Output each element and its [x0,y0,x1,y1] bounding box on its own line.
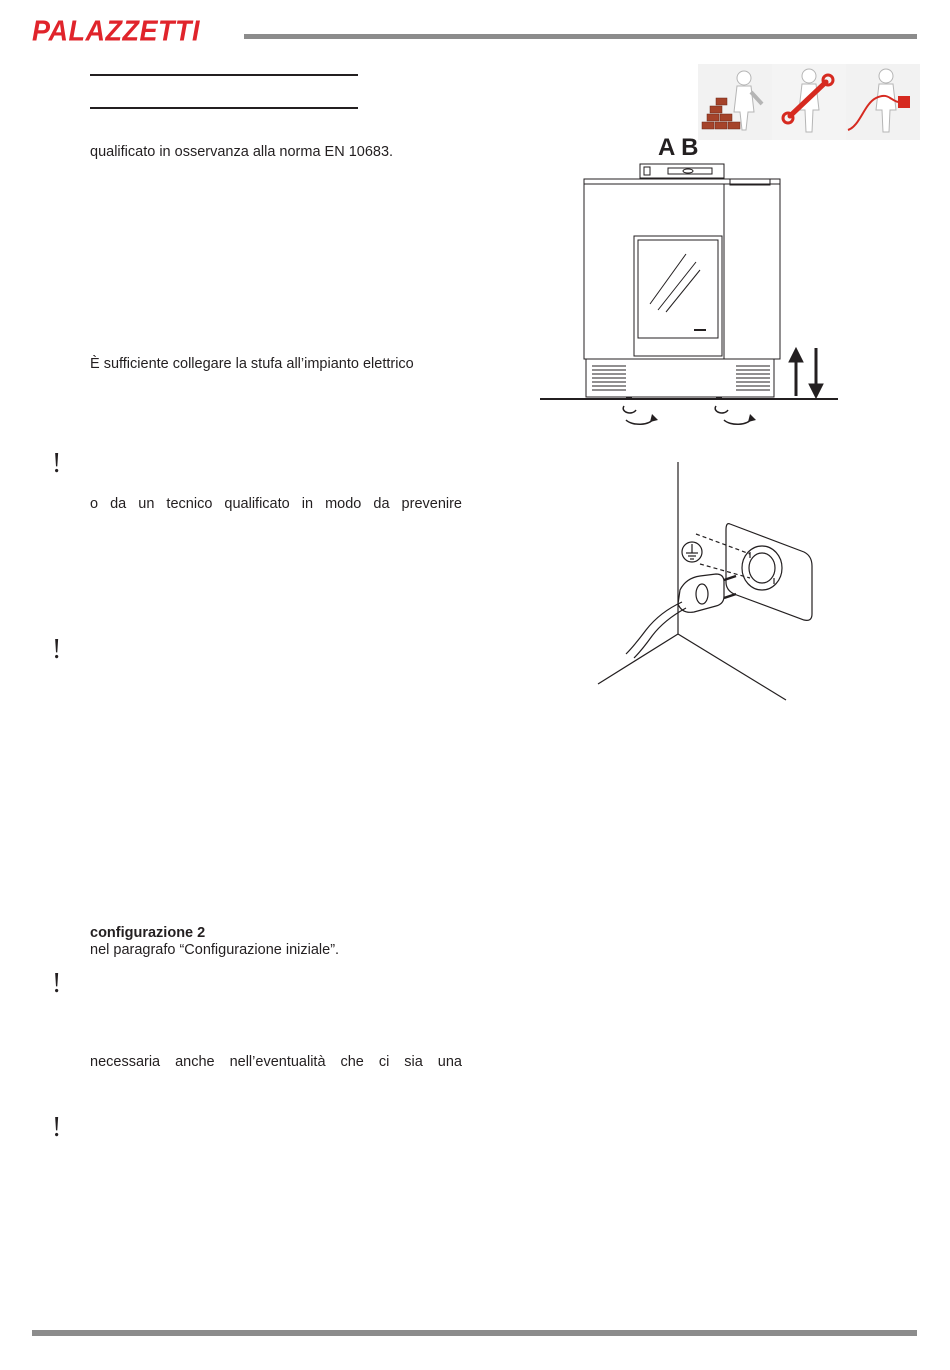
header-rule [244,34,917,39]
warning-mark: ! [52,1112,62,1143]
paragraph-3: o da un tecnico qualificato in modo da prevenire [90,496,462,512]
warning-mark: ! [52,634,62,665]
warning-mark: ! [52,968,62,999]
worker-icons-strip [698,64,920,140]
palazzetti-logo: PALAZZETTI [32,15,200,47]
title-underline-1 [90,74,358,76]
footer-rule [32,1330,917,1336]
stove-label-ab: A B [658,134,699,161]
paragraph-2: È sufficiente collegare la stufa all’impianto elettrico [90,356,414,372]
paragraph-1: qualificato in osservanza alla norma EN 10683. [90,144,394,160]
stove-drawing-icon [540,134,840,434]
paragraph-4-bold: configurazione 2 [90,925,206,941]
stove-figure [540,134,840,434]
title-underline-2 [90,107,358,109]
socket-figure [590,462,820,712]
paragraph-4: nel paragrafo “Configurazione iniziale”. [90,942,340,958]
plug-socket-drawing-icon [590,462,820,712]
cable-worker-icon [846,64,920,140]
warning-mark: ! [52,448,62,479]
wrench-worker-icon [772,64,846,140]
paragraph-5: necessaria anche nell’eventualità che ci sia una [90,1054,462,1070]
